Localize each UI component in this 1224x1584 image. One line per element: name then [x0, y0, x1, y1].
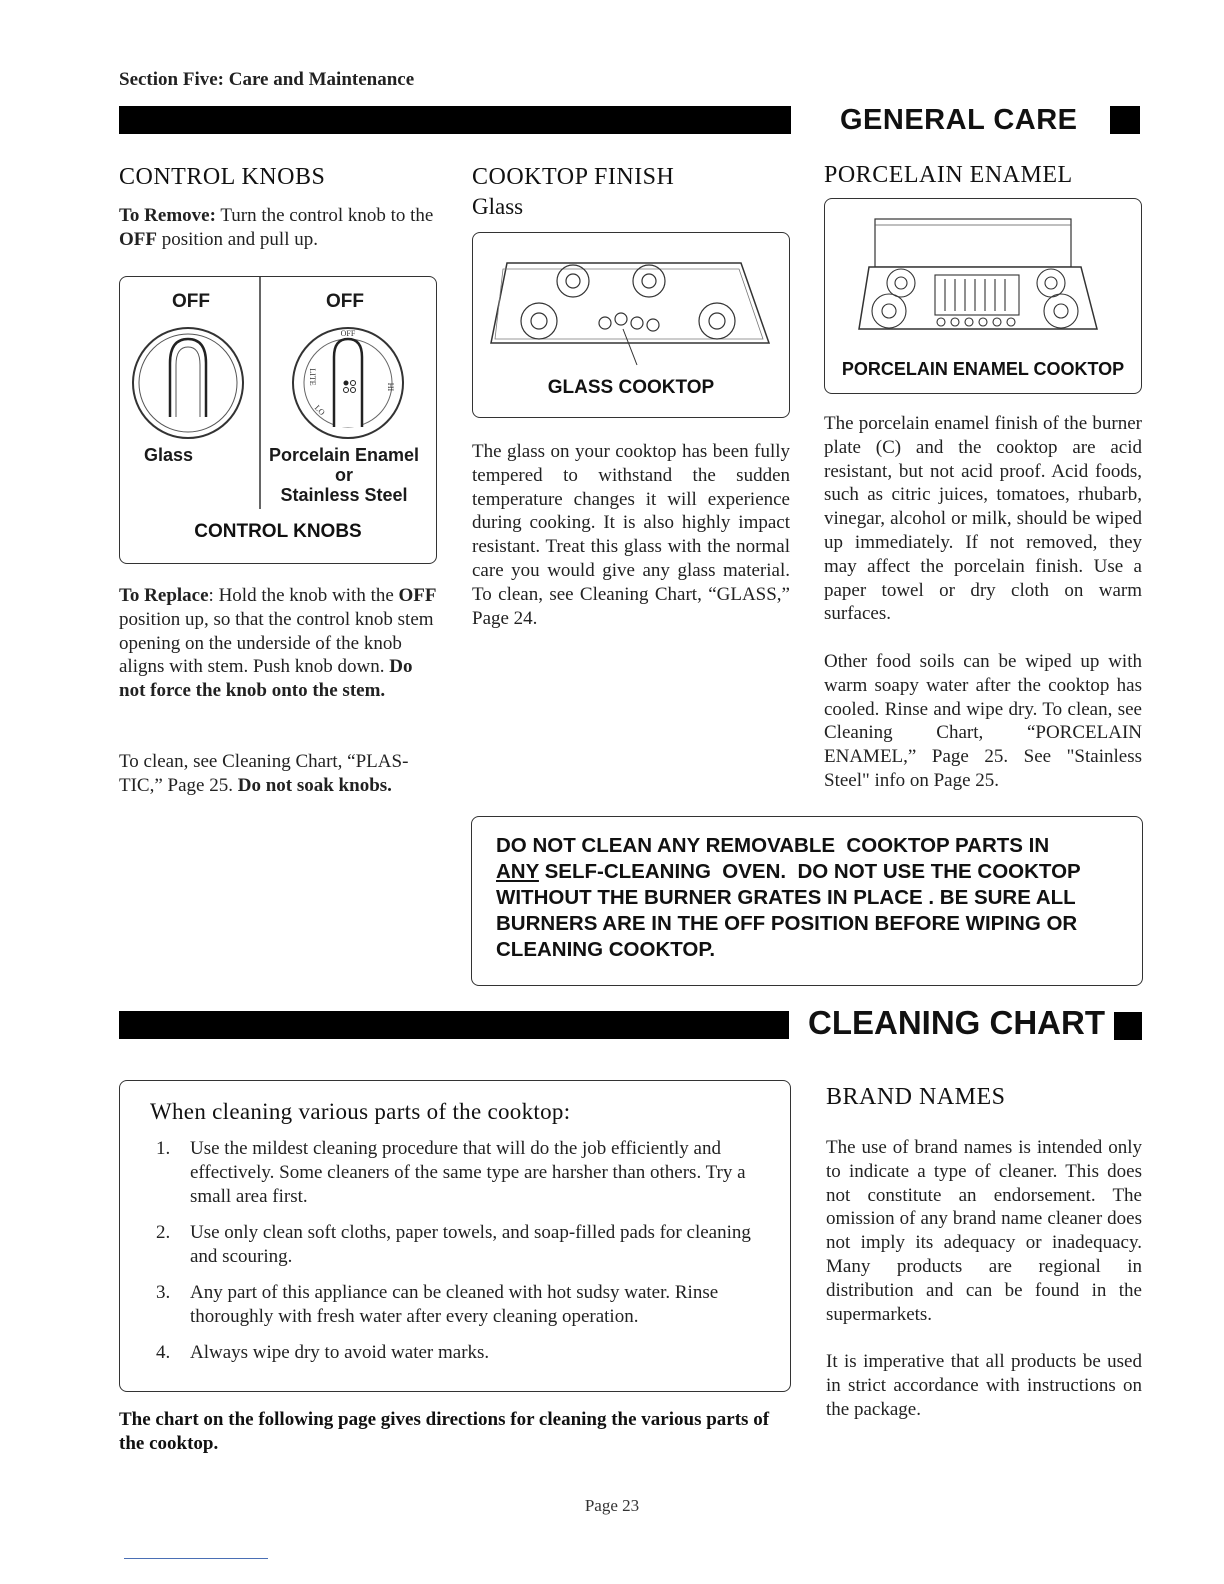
remove-text: Turn the control knob to the	[215, 205, 434, 226]
step-text: Any part of this appliance can be cleaned with hot sudsy water. Rinse thoroughly with fresh water after every cleaning operation.	[190, 1282, 719, 1327]
glass-cooktop-icon	[473, 233, 789, 373]
replace-off: OFF	[398, 585, 437, 606]
cleaning-steps-list	[150, 1137, 760, 1365]
control-knobs-heading: CONTROL KNOBS	[119, 164, 326, 190]
knob-right-off-label: OFF	[326, 291, 364, 312]
stainless-steel-label: Stainless Steel	[280, 485, 408, 505]
brand-names-heading: BRAND NAMES	[826, 1084, 1006, 1110]
knob-porcelain-label	[262, 445, 426, 505]
control-knobs-replace-text	[119, 584, 437, 703]
footer-rule	[124, 1558, 268, 1559]
cleaning-chart-square-icon	[1114, 1012, 1142, 1040]
general-care-bar	[119, 106, 791, 134]
porcelain-paragraph-2: Other food soils can be wiped up with warm soapy water after the cooktop has cooled. Rinse and wipe dry. To clean, see Cleaning Chart, “PORCELAIN ENAMEL,” Page 25. See "Stainless Steel" info on Page 25.	[824, 651, 1142, 791]
step-number: 1.	[156, 1138, 171, 1159]
page-number: Page 23	[584, 1496, 640, 1515]
replace-warning: Do not force the knob onto the stem.	[119, 656, 413, 702]
warning-line-2-rest: SELF-CLEANING OVEN. DO NOT USE THE COOKTOP	[538, 860, 1081, 883]
knob-left-off-label: OFF	[172, 291, 210, 312]
cleaning-steps-box	[119, 1080, 791, 1392]
remove-label: To Remove:	[119, 205, 216, 226]
step-text: Use the mildest cleaning procedure that will do the job efficiently and effectively. Some cleaners of the same type are harsher than others. Try a small area first.	[190, 1138, 746, 1207]
clean-text: To clean, see Cleaning Chart, “PLAS-TIC,” Page 25.	[119, 751, 409, 796]
warning-line-4: BURNERS ARE IN THE OFF POSITION BEFORE WIPING OR	[496, 912, 1078, 935]
section-header: Section Five: Care and Maintenance	[119, 69, 415, 90]
step-number: 2.	[156, 1222, 171, 1243]
control-knobs-clean-text	[119, 750, 437, 798]
control-knobs-figure	[119, 276, 437, 564]
warning-line-1: DO NOT CLEAN ANY REMOVABLE COOKTOP PARTS IN	[496, 834, 1050, 857]
knob-hi-mark: HI	[386, 382, 395, 392]
glass-cooktop-caption: GLASS COOKTOP	[547, 377, 715, 398]
knob-glass-label: Glass	[144, 445, 194, 465]
general-care-title: GENERAL CARE	[840, 104, 1078, 136]
cleaning-step	[150, 1137, 760, 1209]
step-text: Use only clean soft cloths, paper towels, and soap-filled pads for cleaning and scouring.	[190, 1222, 751, 1267]
control-knobs-caption: CONTROL KNOBS	[194, 521, 362, 542]
cleaning-chart-footnote: The chart on the following page gives directions for cleaning the various parts of the cooktop.	[119, 1409, 770, 1454]
step-number: 3.	[156, 1282, 171, 1303]
replace-text-1: : Hold the knob with the	[208, 585, 399, 606]
remove-off: OFF	[119, 228, 157, 250]
glass-knob-icon	[133, 328, 243, 438]
warning-line-3: WITHOUT THE BURNER GRATES IN PLACE . BE SURE ALL	[496, 886, 1076, 909]
cooktop-finish-subheading: Glass	[472, 194, 524, 219]
warning-line-2	[496, 859, 1118, 885]
general-care-square-icon	[1110, 106, 1140, 134]
step-text: Always wipe dry to avoid water marks.	[190, 1342, 490, 1363]
cleaning-step	[150, 1221, 760, 1269]
brand-names-paragraph-1: The use of brand names is intended only to indicate a type of cleaner. This does not constitute an endorsement. The omission of any brand name cleaner does not imply its adequacy or inadequacy. Many products are regional in distribution and can be found in the supermarkets.	[826, 1137, 1142, 1325]
remove-text-2: position and pull up.	[157, 228, 318, 250]
replace-label: To Replace	[119, 585, 209, 606]
glass-paragraph: The glass on your cooktop has been fully tempered to withstand the sudden temperature changes it will experience during cooking. It is also highly impact resistant. Treat this glass with the normal care you would give any glass material. To clean, see Cleaning Chart, “GLASS,” Page 24.	[472, 441, 790, 629]
warning-box	[471, 816, 1143, 986]
control-knobs-remove-text	[119, 204, 439, 252]
porcelain-cooktop-caption: PORCELAIN ENAMEL COOKTOP	[841, 359, 1125, 379]
cleaning-step	[150, 1341, 760, 1365]
knob-lo-mark: LO	[312, 403, 327, 418]
cleaning-chart-bar	[119, 1011, 789, 1039]
knob-lite-mark: LITE	[308, 368, 317, 386]
porcelain-knob-icon	[293, 328, 403, 438]
brand-names-paragraph-2: It is imperative that all products be used in strict accordance with instructions on the package.	[826, 1351, 1142, 1420]
warning-any: ANY	[496, 860, 539, 883]
porcelain-cooktop-figure	[824, 198, 1142, 394]
warning-line-5: CLEANING COOKTOP.	[496, 938, 716, 961]
clean-warning: Do not soak knobs.	[237, 774, 392, 796]
cleaning-steps-heading: When cleaning various parts of the cooktop:	[150, 1099, 571, 1124]
cleaning-step	[150, 1281, 760, 1329]
glass-cooktop-figure	[472, 232, 790, 418]
porcelain-cooktop-icon	[825, 199, 1141, 349]
porcelain-enamel-label: Porcelain Enamel	[268, 445, 420, 465]
or-label: or	[335, 465, 353, 485]
porcelain-enamel-heading: PORCELAIN ENAMEL	[824, 162, 1073, 188]
knob-off-mark: OFF	[340, 329, 356, 338]
cleaning-chart-title: CLEANING CHART	[808, 1004, 1105, 1041]
cooktop-finish-heading: COOKTOP FINISH	[472, 164, 675, 190]
step-number: 4.	[156, 1342, 171, 1363]
porcelain-paragraph-1: The porcelain enamel finish of the burner plate (C) and the cooktop are acid resistant, but not acid proof. Acid foods, such as citric juices, tomatoes, rhubarb, vinegar, alcohol or milk, should be wiped up immediately. If not removed, they may affect the porcelain finish. Use a paper towel or dry cloth on warm surfaces.	[824, 413, 1142, 625]
replace-text-2: position up, so that the control knob stem opening on the underside of the knob aligns with stem. Push knob down.	[119, 608, 434, 678]
